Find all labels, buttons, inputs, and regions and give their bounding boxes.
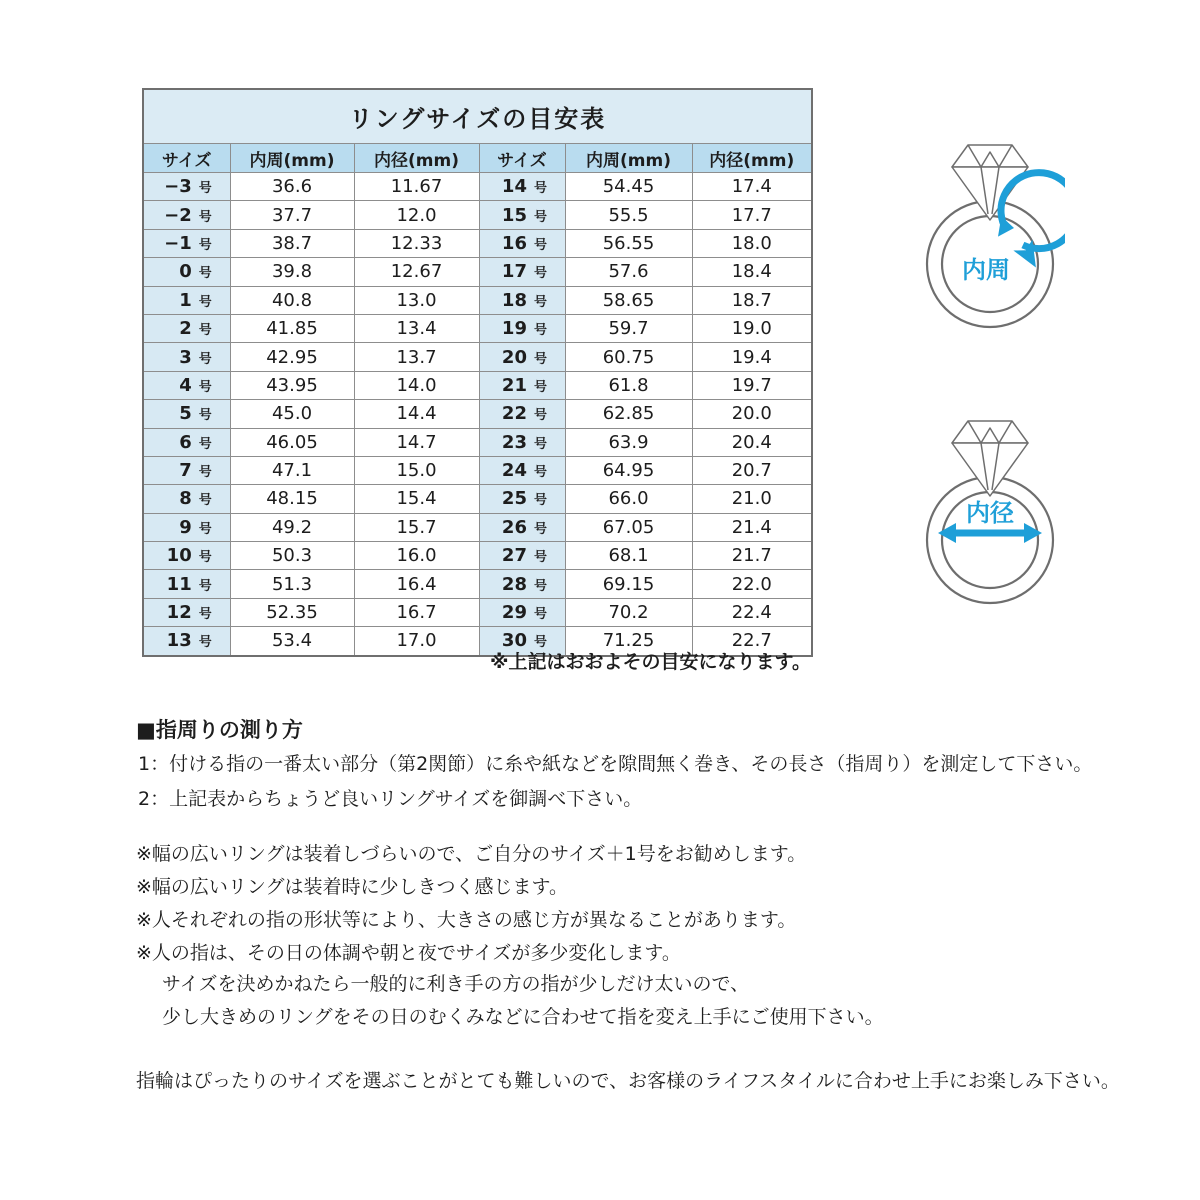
table-row xyxy=(143,343,812,371)
table-row xyxy=(143,570,812,598)
value-cell: 20.7 xyxy=(692,456,812,484)
size-cell: 2 号 xyxy=(143,314,230,342)
value-cell: 69.15 xyxy=(565,570,692,598)
value-cell: 22.4 xyxy=(692,598,812,626)
size-cell: 6 号 xyxy=(143,428,230,456)
table-title-row xyxy=(143,89,812,144)
value-cell: 17.0 xyxy=(354,627,479,656)
value-cell: 11.67 xyxy=(354,173,479,201)
ring-diameter-illustration xyxy=(915,418,1065,608)
value-cell: 59.7 xyxy=(565,314,692,342)
size-cell: 14 号 xyxy=(479,173,565,201)
value-cell: 21.0 xyxy=(692,485,812,513)
size-cell: 8 号 xyxy=(143,485,230,513)
size-cell: 15 号 xyxy=(479,201,565,229)
size-cell: 4 号 xyxy=(143,371,230,399)
size-cell: −1 号 xyxy=(143,229,230,257)
value-cell: 66.0 xyxy=(565,485,692,513)
size-cell: 11 号 xyxy=(143,570,230,598)
measure-steps xyxy=(138,747,1092,817)
value-cell: 19.7 xyxy=(692,371,812,399)
column-header: サイズ xyxy=(479,144,565,173)
value-cell: 43.95 xyxy=(230,371,354,399)
value-cell: 60.75 xyxy=(565,343,692,371)
table-row xyxy=(143,286,812,314)
measure-notes xyxy=(136,838,806,970)
table-row xyxy=(143,542,812,570)
footer-note: 指輪はぴったりのサイズを選ぶことがとても難しいので、お客様のライフスタイルに合わせ上手にお楽しみ下さい。 xyxy=(136,1070,1120,1092)
column-header: サイズ xyxy=(143,144,230,173)
measure-note-continued: 少し大きめのリングをその日のむくみなどに合わせて指を変え上手にご使用下さい。 xyxy=(162,1006,884,1028)
value-cell: 15.4 xyxy=(354,485,479,513)
value-cell: 57.6 xyxy=(565,258,692,286)
value-cell: 45.0 xyxy=(230,400,354,428)
value-cell: 68.1 xyxy=(565,542,692,570)
value-cell: 70.2 xyxy=(565,598,692,626)
value-cell: 19.4 xyxy=(692,343,812,371)
measure-step: 2：上記表からちょうど良いリングサイズを御調べ下さい。 xyxy=(138,788,643,810)
value-cell: 64.95 xyxy=(565,456,692,484)
value-cell: 22.7 xyxy=(692,627,812,656)
column-header: 内径(mm) xyxy=(692,144,812,173)
diameter-label: 内径 xyxy=(966,499,1014,527)
value-cell: 61.8 xyxy=(565,371,692,399)
value-cell: 71.25 xyxy=(565,627,692,656)
ring-size-table xyxy=(142,88,813,657)
table-row xyxy=(143,598,812,626)
value-cell: 12.33 xyxy=(354,229,479,257)
size-cell: 18 号 xyxy=(479,286,565,314)
table-row xyxy=(143,258,812,286)
value-cell: 41.85 xyxy=(230,314,354,342)
size-cell: 5 号 xyxy=(143,400,230,428)
value-cell: 36.6 xyxy=(230,173,354,201)
size-cell: −2 号 xyxy=(143,201,230,229)
value-cell: 14.7 xyxy=(354,428,479,456)
table-row xyxy=(143,485,812,513)
column-header: 内径(mm) xyxy=(354,144,479,173)
table-note: ※上記はおおよその目安になります。 xyxy=(490,651,811,673)
value-cell: 67.05 xyxy=(565,513,692,541)
size-cell: 10 号 xyxy=(143,542,230,570)
size-cell: 20 号 xyxy=(479,343,565,371)
measure-note: ※幅の広いリングは装着しづらいので、ご自分のサイズ＋1号をお勧めします。 xyxy=(136,843,807,865)
table-header-row xyxy=(143,144,812,173)
value-cell: 16.0 xyxy=(354,542,479,570)
measure-note: ※幅の広いリングは装着時に少しきつく感じます。 xyxy=(136,876,569,898)
size-cell: 13 号 xyxy=(143,627,230,656)
value-cell: 37.7 xyxy=(230,201,354,229)
size-cell: 27 号 xyxy=(479,542,565,570)
value-cell: 13.7 xyxy=(354,343,479,371)
table-title: リングサイズの目安表 xyxy=(143,89,812,144)
value-cell: 20.0 xyxy=(692,400,812,428)
size-cell: 12 号 xyxy=(143,598,230,626)
value-cell: 53.4 xyxy=(230,627,354,656)
value-cell: 62.85 xyxy=(565,400,692,428)
size-cell: 24 号 xyxy=(479,456,565,484)
size-cell: 16 号 xyxy=(479,229,565,257)
table-row xyxy=(143,229,812,257)
value-cell: 15.0 xyxy=(354,456,479,484)
size-cell: 21 号 xyxy=(479,371,565,399)
value-cell: 56.55 xyxy=(565,229,692,257)
value-cell: 18.0 xyxy=(692,229,812,257)
size-cell: 0 号 xyxy=(143,258,230,286)
size-cell: 7 号 xyxy=(143,456,230,484)
value-cell: 46.05 xyxy=(230,428,354,456)
value-cell: 22.0 xyxy=(692,570,812,598)
measure-note-continued: サイズを決めかねたら一般的に利き手の方の指が少しだけ太いので、 xyxy=(162,973,750,995)
measure-heading: ■指周りの測り方 xyxy=(136,718,303,742)
value-cell: 50.3 xyxy=(230,542,354,570)
size-cell: 19 号 xyxy=(479,314,565,342)
value-cell: 13.4 xyxy=(354,314,479,342)
size-cell: 30 号 xyxy=(479,627,565,656)
table-row xyxy=(143,400,812,428)
size-cell: 29 号 xyxy=(479,598,565,626)
value-cell: 19.0 xyxy=(692,314,812,342)
size-cell: 23 号 xyxy=(479,428,565,456)
size-cell: 1 号 xyxy=(143,286,230,314)
value-cell: 14.4 xyxy=(354,400,479,428)
table-row xyxy=(143,173,812,201)
value-cell: 63.9 xyxy=(565,428,692,456)
ring-circumference-illustration xyxy=(915,142,1065,332)
value-cell: 48.15 xyxy=(230,485,354,513)
value-cell: 17.4 xyxy=(692,173,812,201)
table-body xyxy=(143,173,812,656)
value-cell: 21.7 xyxy=(692,542,812,570)
size-cell: 25 号 xyxy=(479,485,565,513)
circumference-label: 内周 xyxy=(962,256,1010,284)
size-cell: −3 号 xyxy=(143,173,230,201)
measure-note: ※人の指は、その日の体調や朝と夜でサイズが多少変化します。 xyxy=(136,942,681,964)
table-row xyxy=(143,428,812,456)
measure-note: ※人それぞれの指の形状等により、大きさの感じ方が異なることがあります。 xyxy=(136,909,797,931)
value-cell: 15.7 xyxy=(354,513,479,541)
table-row xyxy=(143,314,812,342)
size-cell: 22 号 xyxy=(479,400,565,428)
measure-step: 1：付ける指の一番太い部分（第2関節）に糸や紙などを隙間無く巻き、その長さ（指周り）を測定して下さい。 xyxy=(138,753,1093,775)
value-cell: 16.7 xyxy=(354,598,479,626)
table-row xyxy=(143,513,812,541)
value-cell: 54.45 xyxy=(565,173,692,201)
size-cell: 17 号 xyxy=(479,258,565,286)
measure-notes-continued xyxy=(162,968,884,1034)
value-cell: 38.7 xyxy=(230,229,354,257)
value-cell: 20.4 xyxy=(692,428,812,456)
size-cell: 3 号 xyxy=(143,343,230,371)
value-cell: 16.4 xyxy=(354,570,479,598)
value-cell: 39.8 xyxy=(230,258,354,286)
column-header: 内周(mm) xyxy=(230,144,354,173)
value-cell: 21.4 xyxy=(692,513,812,541)
table-row xyxy=(143,201,812,229)
value-cell: 18.4 xyxy=(692,258,812,286)
value-cell: 12.0 xyxy=(354,201,479,229)
table-row xyxy=(143,456,812,484)
value-cell: 47.1 xyxy=(230,456,354,484)
size-cell: 26 号 xyxy=(479,513,565,541)
column-header: 内周(mm) xyxy=(565,144,692,173)
value-cell: 14.0 xyxy=(354,371,479,399)
size-cell: 9 号 xyxy=(143,513,230,541)
value-cell: 17.7 xyxy=(692,201,812,229)
value-cell: 13.0 xyxy=(354,286,479,314)
value-cell: 42.95 xyxy=(230,343,354,371)
value-cell: 12.67 xyxy=(354,258,479,286)
value-cell: 40.8 xyxy=(230,286,354,314)
value-cell: 18.7 xyxy=(692,286,812,314)
value-cell: 58.65 xyxy=(565,286,692,314)
table-row xyxy=(143,371,812,399)
value-cell: 52.35 xyxy=(230,598,354,626)
value-cell: 49.2 xyxy=(230,513,354,541)
size-cell: 28 号 xyxy=(479,570,565,598)
value-cell: 51.3 xyxy=(230,570,354,598)
value-cell: 55.5 xyxy=(565,201,692,229)
